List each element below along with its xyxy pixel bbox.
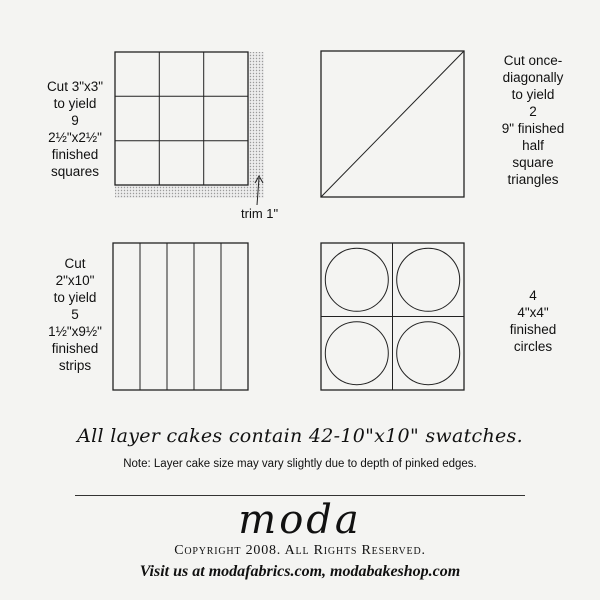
circle-shape (397, 248, 460, 311)
copyright: Copyright 2008. All Rights Reserved. (174, 543, 426, 558)
triangles-diagram (321, 51, 464, 197)
strips-line: strips (58, 358, 92, 373)
triangles-line: Cut once- (503, 53, 563, 68)
diagonal-cut-line (321, 51, 464, 197)
triangles-line: diagonally (502, 70, 564, 85)
circles-line: circles (513, 339, 553, 354)
tagline: All layer cakes contain 42-10"x10" swatches. (77, 425, 523, 447)
triangles-line: square (512, 155, 554, 170)
squares-line: Cut 3"x3" (46, 79, 104, 94)
squares-line: to yield (53, 96, 97, 111)
triangles-line: to yield (511, 87, 555, 102)
strips-diagram (113, 243, 248, 390)
strips-line: 1½"x9½" (48, 324, 102, 339)
strips-line: finished (51, 341, 99, 356)
circles-line: finished (509, 322, 557, 337)
circle-shape (325, 322, 388, 385)
squares-outline (115, 52, 248, 185)
trim-bottom-band (115, 185, 264, 198)
squares-line: 2½"x2½" (48, 130, 102, 145)
circles-diagram (321, 243, 464, 390)
squares-line: 9 (71, 113, 79, 128)
divider (75, 495, 525, 496)
strips-line: 2"x10" (55, 273, 95, 288)
squares-line: squares (50, 164, 100, 179)
strips-line: Cut (64, 256, 86, 271)
strips-line: 5 (71, 307, 79, 322)
strips-line: to yield (53, 290, 97, 305)
squares-line: finished (51, 147, 99, 162)
visit-line: Visit us at modafabrics.com, modabakeshop.com (139, 563, 461, 580)
circle-shape (325, 248, 388, 311)
trim-right-band (248, 52, 264, 198)
triangles-line: half (522, 138, 544, 153)
circles-line: 4 (529, 288, 537, 303)
squares-diagram (115, 52, 264, 205)
circles-line: 4"x4" (517, 305, 549, 320)
size-note: Note: Layer cake size may vary slightly due to depth of pinked edges. (123, 458, 477, 470)
triangles-line: triangles (507, 172, 559, 187)
trim-label: trim 1" (241, 206, 279, 221)
moda-logo: moda (238, 497, 362, 543)
circle-shape (397, 322, 460, 385)
triangles-line: 9" finished (501, 121, 565, 136)
strips-outline (113, 243, 248, 390)
triangles-line: 2 (529, 104, 537, 119)
